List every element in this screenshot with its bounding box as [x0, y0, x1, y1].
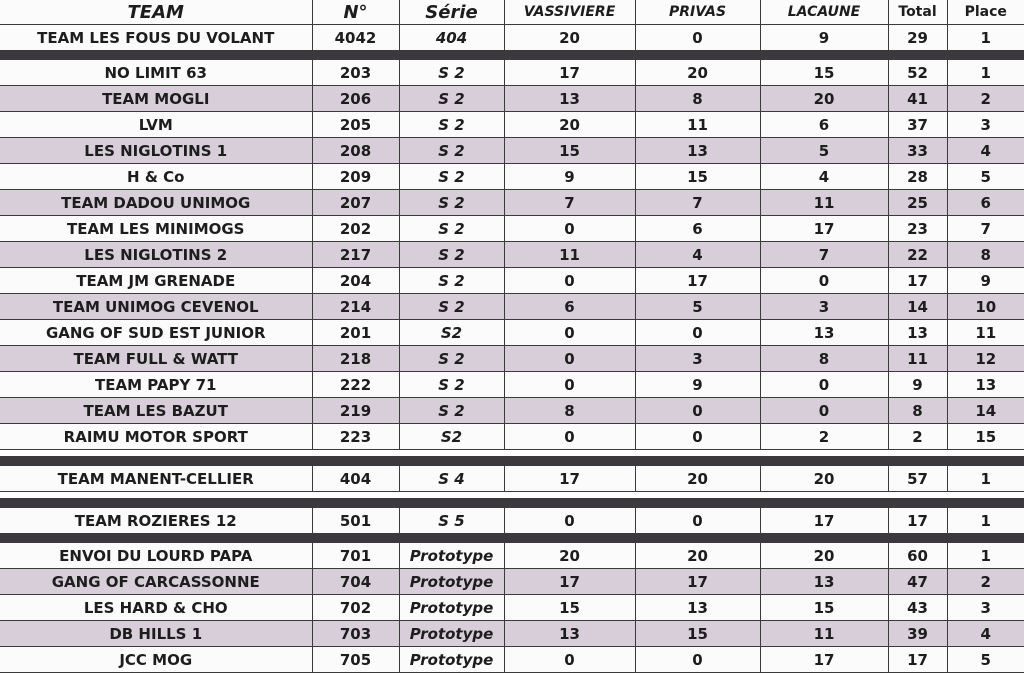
- results-body: [0, 25, 1024, 673]
- lacaune-score-cell: 11: [760, 621, 888, 647]
- total-cell: 2: [888, 424, 947, 450]
- table-row: [0, 138, 1024, 164]
- serie-cell: Prototype: [399, 621, 504, 647]
- header-row: [0, 0, 1024, 25]
- privas-score-cell: 3: [635, 346, 760, 372]
- privas-score-cell: 15: [635, 164, 760, 190]
- place-cell: 13: [947, 372, 1024, 398]
- total-cell: 9: [888, 372, 947, 398]
- total-cell: 33: [888, 138, 947, 164]
- place-cell: 1: [947, 508, 1024, 534]
- place-cell: 4: [947, 138, 1024, 164]
- number-cell: 202: [312, 216, 399, 242]
- total-cell: 23: [888, 216, 947, 242]
- place-cell: 3: [947, 112, 1024, 138]
- vassiviere-score-cell: 17: [504, 569, 635, 595]
- lacaune-score-cell: 17: [760, 216, 888, 242]
- header-team: TEAM: [0, 0, 312, 25]
- total-cell: 41: [888, 86, 947, 112]
- lacaune-score-cell: 8: [760, 346, 888, 372]
- lacaune-score-cell: 20: [760, 86, 888, 112]
- place-cell: 1: [947, 466, 1024, 492]
- privas-score-cell: 5: [635, 294, 760, 320]
- total-cell: 17: [888, 647, 947, 673]
- vassiviere-score-cell: 15: [504, 138, 635, 164]
- privas-score-cell: 8: [635, 86, 760, 112]
- number-cell: 204: [312, 268, 399, 294]
- lacaune-score-cell: 13: [760, 320, 888, 346]
- vassiviere-score-cell: 20: [504, 112, 635, 138]
- place-cell: 1: [947, 25, 1024, 51]
- number-cell: 218: [312, 346, 399, 372]
- privas-score-cell: 0: [635, 424, 760, 450]
- table-row: [0, 25, 1024, 51]
- number-cell: 404: [312, 466, 399, 492]
- vassiviere-score-cell: 20: [504, 25, 635, 51]
- place-cell: 7: [947, 216, 1024, 242]
- number-cell: 701: [312, 543, 399, 569]
- table-row: [0, 164, 1024, 190]
- header-place: Place: [947, 0, 1024, 25]
- privas-score-cell: 0: [635, 398, 760, 424]
- privas-score-cell: 0: [635, 508, 760, 534]
- serie-cell: S 2: [399, 60, 504, 86]
- team-name-cell: LVM: [0, 112, 312, 138]
- number-cell: 206: [312, 86, 399, 112]
- team-name-cell: TEAM LES BAZUT: [0, 398, 312, 424]
- total-cell: 22: [888, 242, 947, 268]
- number-cell: 214: [312, 294, 399, 320]
- team-name-cell: TEAM PAPY 71: [0, 372, 312, 398]
- vassiviere-score-cell: 0: [504, 346, 635, 372]
- header-vassiviere: VASSIVIERE: [504, 0, 635, 25]
- group-separator-bar: [0, 51, 1024, 60]
- privas-score-cell: 0: [635, 25, 760, 51]
- team-name-cell: H & Co: [0, 164, 312, 190]
- total-cell: 11: [888, 346, 947, 372]
- table-row: [0, 569, 1024, 595]
- table-row: [0, 595, 1024, 621]
- serie-cell: S 2: [399, 138, 504, 164]
- number-cell: 209: [312, 164, 399, 190]
- number-cell: 501: [312, 508, 399, 534]
- team-name-cell: ENVOI DU LOURD PAPA: [0, 543, 312, 569]
- serie-cell: S 2: [399, 372, 504, 398]
- serie-cell: 404: [399, 25, 504, 51]
- number-cell: 703: [312, 621, 399, 647]
- privas-score-cell: 0: [635, 647, 760, 673]
- total-cell: 57: [888, 466, 947, 492]
- total-cell: 14: [888, 294, 947, 320]
- lacaune-score-cell: 17: [760, 508, 888, 534]
- vassiviere-score-cell: 0: [504, 268, 635, 294]
- table-row: [0, 424, 1024, 450]
- place-cell: 5: [947, 164, 1024, 190]
- place-cell: 8: [947, 242, 1024, 268]
- table-row: [0, 466, 1024, 492]
- lacaune-score-cell: 0: [760, 372, 888, 398]
- group-separator: [0, 51, 1024, 60]
- team-name-cell: LES HARD & CHO: [0, 595, 312, 621]
- table-row: [0, 86, 1024, 112]
- serie-cell: S 2: [399, 86, 504, 112]
- serie-cell: S 2: [399, 346, 504, 372]
- total-cell: 29: [888, 25, 947, 51]
- place-cell: 9: [947, 268, 1024, 294]
- privas-score-cell: 20: [635, 543, 760, 569]
- lacaune-score-cell: 20: [760, 466, 888, 492]
- serie-cell: S 4: [399, 466, 504, 492]
- vassiviere-score-cell: 20: [504, 543, 635, 569]
- place-cell: 12: [947, 346, 1024, 372]
- table-row: [0, 647, 1024, 673]
- serie-cell: S 5: [399, 508, 504, 534]
- table-row: [0, 621, 1024, 647]
- total-cell: 28: [888, 164, 947, 190]
- team-name-cell: TEAM FULL & WATT: [0, 346, 312, 372]
- serie-cell: S 2: [399, 164, 504, 190]
- group-separator-bar: [0, 499, 1024, 508]
- place-cell: 2: [947, 569, 1024, 595]
- team-name-cell: TEAM MANENT-CELLIER: [0, 466, 312, 492]
- vassiviere-score-cell: 17: [504, 60, 635, 86]
- team-name-cell: GANG OF CARCASSONNE: [0, 569, 312, 595]
- group-separator: [0, 534, 1024, 543]
- total-cell: 37: [888, 112, 947, 138]
- place-cell: 2: [947, 86, 1024, 112]
- vassiviere-score-cell: 0: [504, 647, 635, 673]
- team-name-cell: TEAM LES FOUS DU VOLANT: [0, 25, 312, 51]
- vassiviere-score-cell: 6: [504, 294, 635, 320]
- number-cell: 207: [312, 190, 399, 216]
- team-name-cell: DB HILLS 1: [0, 621, 312, 647]
- table-row: [0, 190, 1024, 216]
- number-cell: 4042: [312, 25, 399, 51]
- place-cell: 5: [947, 647, 1024, 673]
- number-cell: 208: [312, 138, 399, 164]
- lacaune-score-cell: 0: [760, 398, 888, 424]
- serie-cell: S 2: [399, 112, 504, 138]
- total-cell: 52: [888, 60, 947, 86]
- lacaune-score-cell: 15: [760, 60, 888, 86]
- team-name-cell: GANG OF SUD EST JUNIOR: [0, 320, 312, 346]
- group-gap: [0, 492, 1024, 499]
- lacaune-score-cell: 0: [760, 268, 888, 294]
- table-row: [0, 320, 1024, 346]
- vassiviere-score-cell: 17: [504, 466, 635, 492]
- lacaune-score-cell: 3: [760, 294, 888, 320]
- header-lacaune: LACAUNE: [760, 0, 888, 25]
- serie-cell: S2: [399, 424, 504, 450]
- group-separator-bar: [0, 457, 1024, 466]
- place-cell: 3: [947, 595, 1024, 621]
- total-cell: 8: [888, 398, 947, 424]
- table-row: [0, 346, 1024, 372]
- privas-score-cell: 20: [635, 466, 760, 492]
- place-cell: 6: [947, 190, 1024, 216]
- number-cell: 222: [312, 372, 399, 398]
- team-name-cell: LES NIGLOTINS 2: [0, 242, 312, 268]
- lacaune-score-cell: 13: [760, 569, 888, 595]
- privas-score-cell: 17: [635, 569, 760, 595]
- serie-cell: S 2: [399, 216, 504, 242]
- vassiviere-score-cell: 11: [504, 242, 635, 268]
- serie-cell: S 2: [399, 294, 504, 320]
- privas-score-cell: 0: [635, 320, 760, 346]
- vassiviere-score-cell: 13: [504, 621, 635, 647]
- total-cell: 17: [888, 268, 947, 294]
- table-row: [0, 216, 1024, 242]
- number-cell: 702: [312, 595, 399, 621]
- table-row: [0, 543, 1024, 569]
- vassiviere-score-cell: 13: [504, 86, 635, 112]
- privas-score-cell: 13: [635, 595, 760, 621]
- number-cell: 223: [312, 424, 399, 450]
- lacaune-score-cell: 11: [760, 190, 888, 216]
- header-privas: PRIVAS: [635, 0, 760, 25]
- group-separator-bar: [0, 534, 1024, 543]
- total-cell: 47: [888, 569, 947, 595]
- privas-score-cell: 15: [635, 621, 760, 647]
- group-gap-cell: [0, 450, 1024, 457]
- vassiviere-score-cell: 0: [504, 424, 635, 450]
- team-name-cell: RAIMU MOTOR SPORT: [0, 424, 312, 450]
- vassiviere-score-cell: 8: [504, 398, 635, 424]
- group-separator: [0, 457, 1024, 466]
- team-name-cell: LES NIGLOTINS 1: [0, 138, 312, 164]
- serie-cell: S 2: [399, 242, 504, 268]
- number-cell: 705: [312, 647, 399, 673]
- total-cell: 43: [888, 595, 947, 621]
- lacaune-score-cell: 4: [760, 164, 888, 190]
- privas-score-cell: 6: [635, 216, 760, 242]
- total-cell: 60: [888, 543, 947, 569]
- place-cell: 1: [947, 60, 1024, 86]
- header-total: Total: [888, 0, 947, 25]
- table-row: [0, 242, 1024, 268]
- privas-score-cell: 13: [635, 138, 760, 164]
- vassiviere-score-cell: 0: [504, 372, 635, 398]
- place-cell: 14: [947, 398, 1024, 424]
- vassiviere-score-cell: 7: [504, 190, 635, 216]
- number-cell: 217: [312, 242, 399, 268]
- number-cell: 201: [312, 320, 399, 346]
- number-cell: 205: [312, 112, 399, 138]
- privas-score-cell: 17: [635, 268, 760, 294]
- vassiviere-score-cell: 9: [504, 164, 635, 190]
- table-row: [0, 294, 1024, 320]
- number-cell: 219: [312, 398, 399, 424]
- place-cell: 11: [947, 320, 1024, 346]
- place-cell: 15: [947, 424, 1024, 450]
- lacaune-score-cell: 6: [760, 112, 888, 138]
- place-cell: 1: [947, 543, 1024, 569]
- group-gap: [0, 450, 1024, 457]
- serie-cell: S 2: [399, 268, 504, 294]
- total-cell: 39: [888, 621, 947, 647]
- serie-cell: Prototype: [399, 647, 504, 673]
- total-cell: 13: [888, 320, 947, 346]
- privas-score-cell: 7: [635, 190, 760, 216]
- number-cell: 203: [312, 60, 399, 86]
- serie-cell: Prototype: [399, 569, 504, 595]
- place-cell: 4: [947, 621, 1024, 647]
- number-cell: 704: [312, 569, 399, 595]
- team-name-cell: TEAM UNIMOG CEVENOL: [0, 294, 312, 320]
- vassiviere-score-cell: 0: [504, 320, 635, 346]
- team-name-cell: JCC MOG: [0, 647, 312, 673]
- table-row: [0, 372, 1024, 398]
- lacaune-score-cell: 20: [760, 543, 888, 569]
- lacaune-score-cell: 15: [760, 595, 888, 621]
- team-name-cell: TEAM LES MINIMOGS: [0, 216, 312, 242]
- privas-score-cell: 11: [635, 112, 760, 138]
- lacaune-score-cell: 17: [760, 647, 888, 673]
- serie-cell: Prototype: [399, 543, 504, 569]
- serie-cell: S 2: [399, 190, 504, 216]
- group-separator: [0, 499, 1024, 508]
- group-gap-cell: [0, 492, 1024, 499]
- place-cell: 10: [947, 294, 1024, 320]
- lacaune-score-cell: 2: [760, 424, 888, 450]
- table-row: [0, 268, 1024, 294]
- table-row: [0, 60, 1024, 86]
- table-row: [0, 398, 1024, 424]
- serie-cell: S 2: [399, 398, 504, 424]
- team-name-cell: TEAM MOGLI: [0, 86, 312, 112]
- team-name-cell: TEAM DADOU UNIMOG: [0, 190, 312, 216]
- team-name-cell: TEAM JM GRENADE: [0, 268, 312, 294]
- privas-score-cell: 20: [635, 60, 760, 86]
- lacaune-score-cell: 5: [760, 138, 888, 164]
- total-cell: 17: [888, 508, 947, 534]
- header-serie: Série: [399, 0, 504, 25]
- lacaune-score-cell: 9: [760, 25, 888, 51]
- header-number: N°: [312, 0, 399, 25]
- team-name-cell: NO LIMIT 63: [0, 60, 312, 86]
- vassiviere-score-cell: 15: [504, 595, 635, 621]
- table-row: [0, 508, 1024, 534]
- serie-cell: S2: [399, 320, 504, 346]
- table-row: [0, 112, 1024, 138]
- lacaune-score-cell: 7: [760, 242, 888, 268]
- team-name-cell: TEAM ROZIERES 12: [0, 508, 312, 534]
- serie-cell: Prototype: [399, 595, 504, 621]
- privas-score-cell: 4: [635, 242, 760, 268]
- vassiviere-score-cell: 0: [504, 508, 635, 534]
- privas-score-cell: 9: [635, 372, 760, 398]
- total-cell: 25: [888, 190, 947, 216]
- vassiviere-score-cell: 0: [504, 216, 635, 242]
